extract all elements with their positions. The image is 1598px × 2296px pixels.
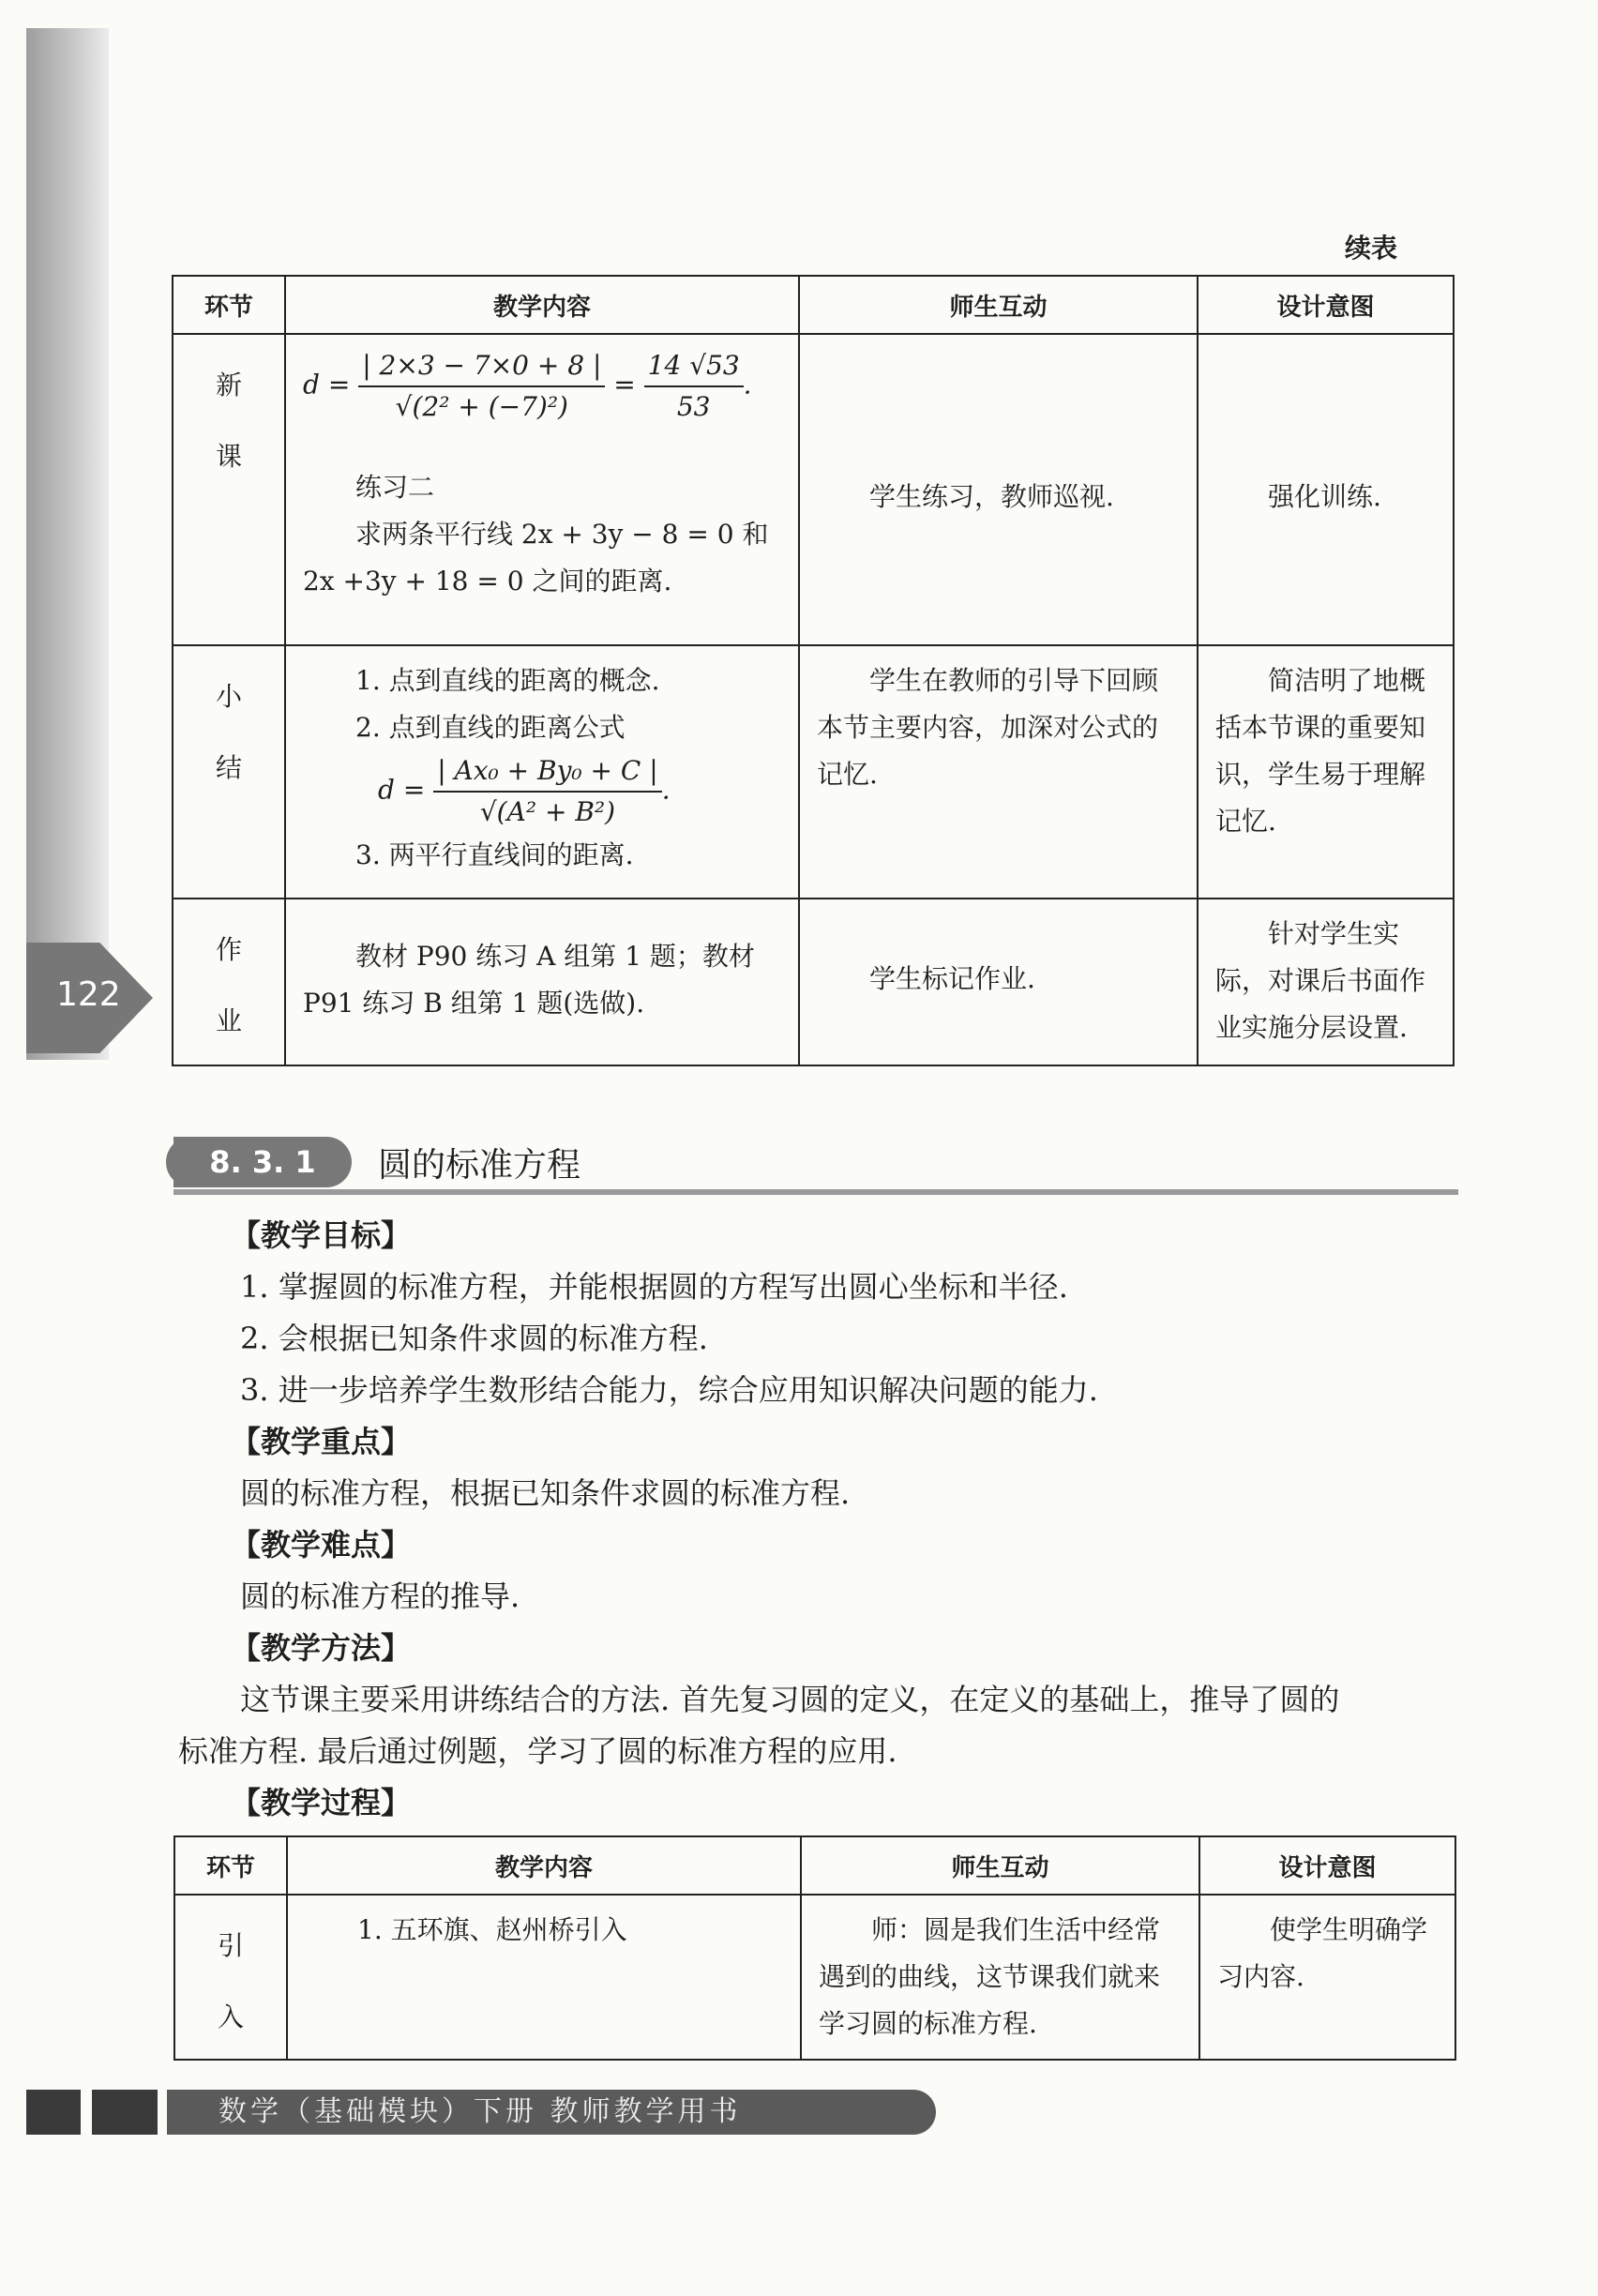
- stage-cell: 作 业: [173, 899, 285, 1065]
- content-cell: 1. 五环旗、赵州桥引入: [287, 1895, 801, 2060]
- table-header-row: [174, 1836, 1455, 1895]
- interaction-cell: 学生练习，教师巡视.: [799, 334, 1198, 645]
- col-header-intent: 设计意图: [1199, 1836, 1455, 1895]
- table-header-row: [173, 276, 1454, 334]
- content-cell: 1. 点到直线的距离的概念. 2. 点到直线的距离公式 d = $\frac{\text{| Ax₀ + By₀ + C |}}{\text{√(A² + B²)}}$ . 3. 两平行直线间的距离.: [285, 645, 799, 899]
- goal-item: 1. 掌握圆的标准方程，并能根据圆的方程写出圆心坐标和半径.: [240, 1269, 1068, 1305]
- lesson-plan-text: [178, 1210, 1463, 1829]
- method-text: 这节课主要采用讲练结合的方法. 首先复习圆的定义，在定义的基础上，推导了圆的: [240, 1682, 1340, 1717]
- footer-block: [92, 2090, 158, 2135]
- stage-cell: 新 课: [173, 334, 285, 645]
- content-cell: 教材 P90 练习 A 组第 1 题；教材 P91 练习 B 组第 1 题(选做).: [285, 899, 799, 1065]
- lesson-table-continued: [172, 275, 1455, 1066]
- col-header-intent: 设计意图: [1198, 276, 1454, 334]
- exercise-line: 2x +3y + 18 = 0 之间的距离.: [303, 566, 672, 597]
- col-header-stage: 环节: [174, 1836, 287, 1895]
- distance-formula: d = $\frac{\text{| Ax₀ + By₀ + C |}}{\text{√(A² + B²)}}$ .: [303, 751, 781, 832]
- difficulty-heading: 【教学难点】: [231, 1527, 412, 1563]
- continued-label: 续表: [1345, 233, 1398, 264]
- content-cell: [285, 334, 799, 645]
- process-heading: 【教学过程】: [231, 1785, 412, 1820]
- exercise-title: 练习二: [355, 472, 435, 503]
- method-text: 标准方程. 最后通过例题，学习了圆的标准方程的应用.: [178, 1733, 897, 1769]
- table-row: [173, 899, 1454, 1065]
- key-heading: 【教学重点】: [231, 1424, 412, 1459]
- col-header-interaction: 师生互动: [801, 1836, 1199, 1895]
- interaction-cell: 学生标记作业.: [799, 899, 1198, 1065]
- key-text: 圆的标准方程，根据已知条件求圆的标准方程.: [240, 1475, 851, 1511]
- section-number: 8. 3. 1: [173, 1137, 352, 1187]
- footer-block: [26, 2090, 81, 2135]
- goal-item: 2. 会根据已知条件求圆的标准方程.: [240, 1321, 708, 1356]
- section-rule: [173, 1189, 1458, 1195]
- interaction-cell: 师：圆是我们生活中经常遇到的曲线，这节课我们就来学习圆的标准方程.: [801, 1895, 1199, 2060]
- table-row: [174, 1895, 1455, 2060]
- col-header-content: 教学内容: [285, 276, 799, 334]
- intent-cell: 使学生明确学习内容.: [1199, 1895, 1455, 2060]
- lesson-process-table: [173, 1835, 1456, 2061]
- stage-cell: 小 结: [173, 645, 285, 899]
- table-row: [173, 645, 1454, 899]
- goals-heading: 【教学目标】: [231, 1217, 412, 1253]
- difficulty-text: 圆的标准方程的推导.: [240, 1578, 520, 1614]
- distance-formula-example: d = $\frac{| 2\times 3 - 7\times 0 + 8 |}{\text{√(2² + (−7)²)}}$ = $\frac{14 √53}{53}$ .: [303, 346, 781, 427]
- col-header-stage: 环节: [173, 276, 285, 334]
- intent-cell: 针对学生实际，对课后书面作业实施分层设置.: [1198, 899, 1454, 1065]
- interaction-cell: 学生在教师的引导下回顾本节主要内容，加深对公式的记忆.: [799, 645, 1198, 899]
- section-title: 圆的标准方程: [378, 1146, 581, 1185]
- page-number: 122: [56, 975, 121, 1014]
- page-sidebar: [26, 28, 109, 1060]
- table-row: [173, 334, 1454, 645]
- intent-cell: 强化训练.: [1198, 334, 1454, 645]
- col-header-interaction: 师生互动: [799, 276, 1198, 334]
- stage-cell: 引 入: [174, 1895, 287, 2060]
- exercise-line: 求两条平行线 2x + 3y − 8 = 0 和: [355, 519, 769, 550]
- intent-cell: 简洁明了地概括本节课的重要知识，学生易于理解记忆.: [1198, 645, 1454, 899]
- method-heading: 【教学方法】: [231, 1630, 412, 1666]
- section-heading: [173, 1137, 1458, 1193]
- goal-item: 3. 进一步培养学生数形结合能力，综合应用知识解决问题的能力.: [240, 1372, 1098, 1408]
- footer-title: 数学（基础模块）下册 教师教学用书: [167, 2090, 936, 2135]
- col-header-content: 教学内容: [287, 1836, 801, 1895]
